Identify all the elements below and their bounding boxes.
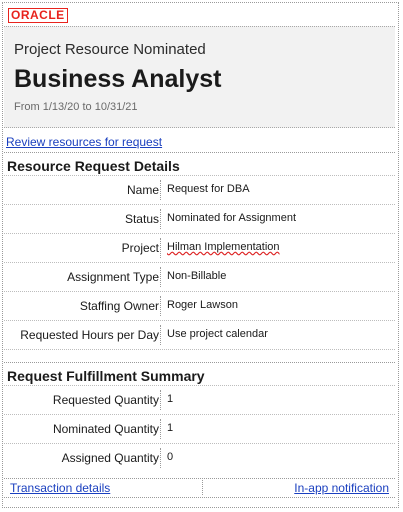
date-range: From 1/13/20 to 10/31/21: [14, 101, 138, 113]
field-label: Status: [124, 212, 159, 226]
field-value: Roger Lawson: [167, 299, 238, 311]
field-label: Name: [126, 183, 159, 197]
request-fulfillment-summary-section: [4, 362, 395, 472]
field-value: Request for DBA: [167, 183, 250, 195]
field-value: Non-Billable: [167, 270, 227, 282]
divider: [160, 325, 162, 345]
divider: [160, 267, 162, 287]
divider: [160, 238, 162, 258]
field-value: 0: [167, 451, 174, 463]
field-label: Assignment Type: [67, 270, 159, 284]
section-heading: Resource Request Details: [7, 158, 180, 174]
detail-row-requested-hours: [4, 320, 395, 349]
detail-row-name: [4, 175, 395, 204]
notification-subtitle: Project Resource Nominated: [14, 41, 206, 58]
field-label: Staffing Owner: [79, 299, 159, 313]
divider: [160, 390, 162, 410]
divider: [160, 209, 162, 229]
field-value: Hilman Implementation: [167, 241, 280, 253]
summary-row-assigned: [4, 443, 395, 472]
in-app-notification-link[interactable]: In-app notification: [294, 481, 389, 495]
header-banner: [4, 26, 395, 128]
field-label: Assigned Quantity: [61, 451, 159, 465]
field-value: Nominated for Assignment: [167, 212, 297, 224]
divider: [160, 448, 162, 468]
field-value: 1: [167, 393, 174, 405]
divider: [160, 296, 162, 316]
page-title: Business Analyst: [14, 65, 222, 93]
summary-row-nominated: [4, 414, 395, 443]
footer-bar: [4, 478, 395, 498]
detail-row-project: [4, 233, 395, 262]
section-heading: Request Fulfillment Summary: [7, 368, 205, 384]
field-label: Requested Hours per Day: [20, 328, 159, 342]
detail-row-status: [4, 204, 395, 233]
resource-request-details-section: [4, 152, 395, 368]
divider: [160, 180, 162, 200]
field-value: Use project calendar: [167, 328, 268, 340]
divider: [160, 419, 162, 439]
detail-row-assignment-type: [4, 262, 395, 291]
field-label: Nominated Quantity: [52, 422, 159, 436]
footer-divider: [202, 480, 203, 495]
oracle-logo: ORACLE: [8, 8, 68, 23]
field-label: Requested Quantity: [52, 393, 159, 407]
review-resources-link[interactable]: Review resources for request: [6, 135, 163, 149]
summary-row-requested: [4, 385, 395, 414]
field-label: Project: [121, 241, 159, 255]
field-value: 1: [167, 422, 174, 434]
detail-row-staffing-owner: [4, 291, 395, 320]
transaction-details-link[interactable]: Transaction details: [10, 481, 111, 495]
